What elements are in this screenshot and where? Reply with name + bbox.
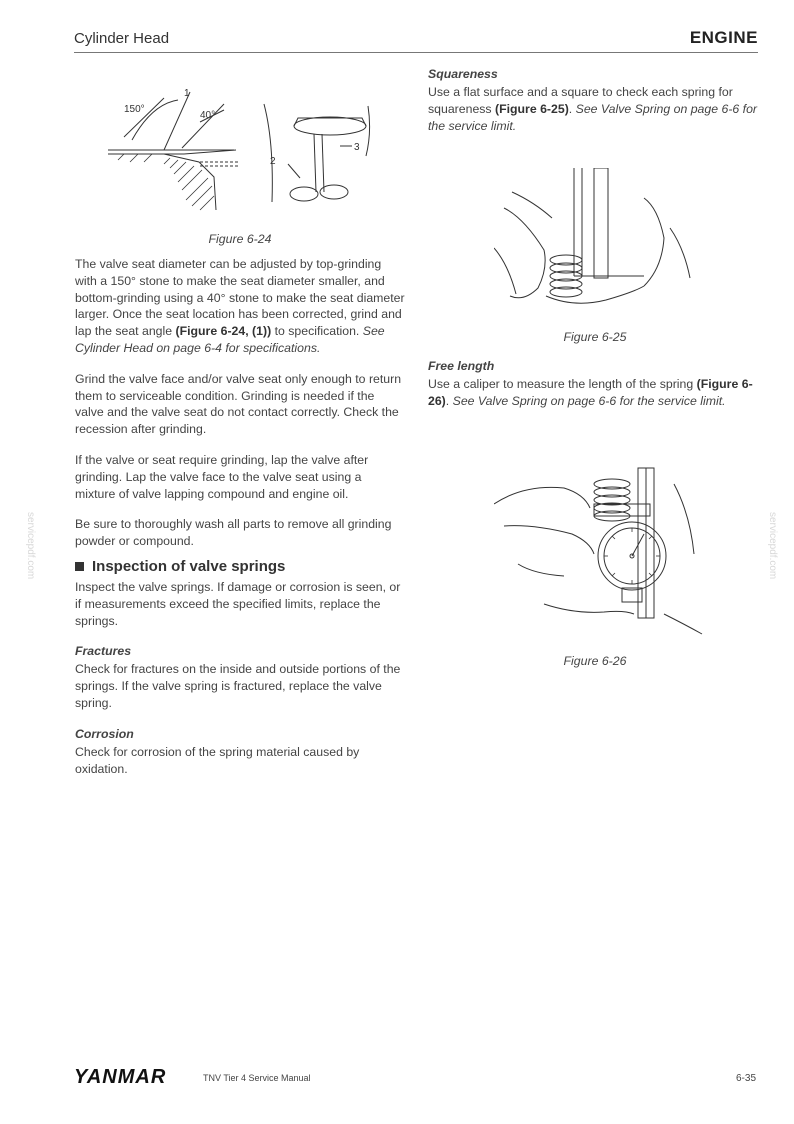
- squareness-text-2: .: [568, 101, 576, 116]
- grind-valve-paragraph: Grind the valve face and/or valve seat only enough to return them to serviceable condition. Grinding is needed if the valve and the valve seat do not contact correctly. Check the recession after grinding.: [75, 371, 402, 437]
- corrosion-heading: Corrosion: [75, 726, 134, 741]
- valve-spring-limit-link-1[interactable]: See Valve Spring on page 6-6 for the service limit.: [428, 101, 758, 133]
- angle-40-label: 40°: [200, 110, 216, 121]
- lap-valve-paragraph: If the valve or seat require grinding, lap the valve after grinding. Lap the valve face to the valve seat using a mixture of valve lapping compound and engine oil.: [75, 452, 369, 501]
- valve-seat-text: The valve seat diameter can be adjusted by top-grinding with a 150° stone to make the seat diameter smaller, and bottom-grinding using a 40° stone to make the seat diameter larger. Once the seat location has been corrected, grind and lap the seat angle: [75, 257, 405, 339]
- fractures-heading: Fractures: [75, 644, 132, 659]
- fractures-paragraph: Check for fractures on the inside and outside portions of the springs. If the valve spring is fractured, replace the valve spring.: [75, 662, 401, 710]
- squareness-heading: Squareness: [428, 67, 498, 81]
- squareness-text: Use a flat surface and a square to check each spring for squareness: [428, 85, 733, 116]
- valve-spring-limit-link-2[interactable]: See Valve Spring on page 6-6 for the service limit.: [452, 393, 726, 408]
- section-header: Cylinder Head: [74, 30, 170, 47]
- free-length-paragraph: [428, 376, 758, 410]
- watermark-right: servicepdf.com: [767, 512, 778, 580]
- free-length-text: Use a caliper to measure the length of the spring: [428, 377, 697, 391]
- valve-seat-paragraph: [75, 256, 405, 357]
- wash-parts-paragraph: Be sure to thoroughly wash all parts to remove all grinding powder or compound.: [75, 517, 392, 549]
- inspection-title-text: Inspection of valve springs: [92, 557, 286, 575]
- watermark-left: servicepdf.com: [25, 512, 36, 580]
- inspection-section-title: [75, 558, 405, 575]
- figure-6-26-illustration: [494, 464, 706, 640]
- chapter-header: ENGINE: [689, 28, 758, 47]
- squareness-paragraph: [428, 84, 758, 134]
- figure-6-24-illustration: [104, 82, 384, 222]
- corrosion-paragraph: Check for corrosion of the spring material caused by oxidation.: [75, 744, 360, 776]
- figure-ref-6-26: (Figure 6-26): [428, 377, 753, 408]
- page-number: 6-35: [735, 1073, 756, 1084]
- figure-6-26-caption: Figure 6-26: [563, 654, 627, 668]
- free-length-text-2: .: [445, 393, 453, 408]
- figure-6-24-caption: Figure 6-24: [208, 232, 272, 246]
- header-divider: [74, 52, 758, 53]
- figure-ref-6-24: (Figure 6-24, (1)): [175, 324, 272, 339]
- inspect-springs-paragraph: Inspect the valve springs. If damage or corrosion is seen, or if measurements exceed the specified limits, replace the springs.: [75, 579, 401, 628]
- cylinder-head-spec-link[interactable]: See Cylinder Head on page 6-4 for specifications.: [75, 324, 385, 355]
- callout-1-label: 1: [184, 88, 190, 99]
- angle-150-label: 150°: [124, 104, 145, 115]
- figure-ref-6-25: (Figure 6-25): [495, 101, 569, 116]
- figure-6-25-caption: Figure 6-25: [563, 330, 627, 344]
- callout-3-label: 3: [354, 142, 360, 153]
- square-bullet-icon: [75, 562, 84, 571]
- figure-6-25-illustration: [494, 168, 702, 314]
- free-length-heading: Free length: [428, 359, 495, 373]
- yanmar-logo: YANMAR: [74, 1066, 167, 1088]
- callout-2-label: 2: [270, 156, 276, 167]
- manual-title: TNV Tier 4 Service Manual: [203, 1073, 311, 1083]
- valve-seat-text-2: to specification.: [271, 324, 363, 339]
